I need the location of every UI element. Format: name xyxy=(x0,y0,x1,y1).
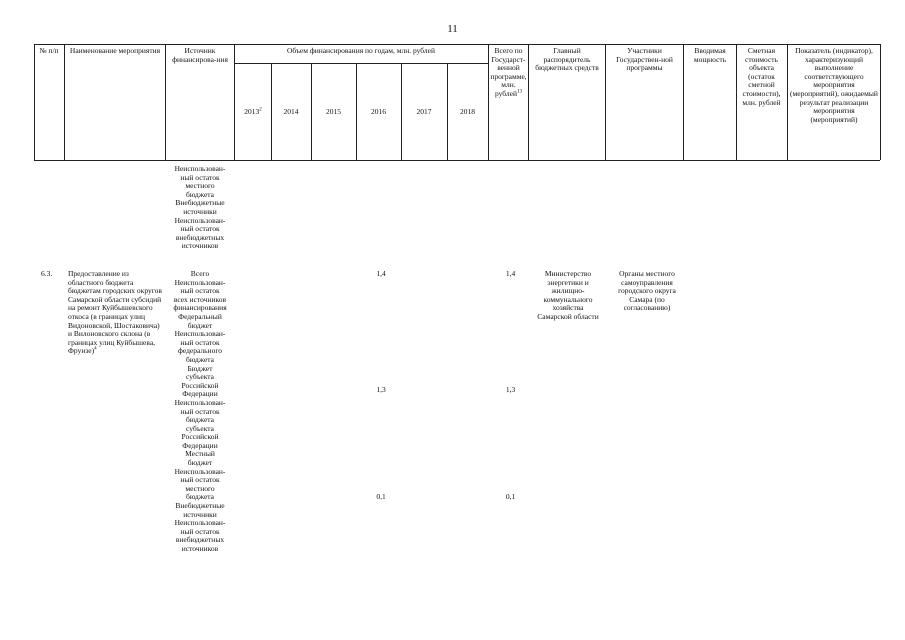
row-sources-list xyxy=(163,270,237,554)
header-cost: Сметная стоимость объекта (остаток сметной стоимости), млн. рублей xyxy=(742,46,781,107)
header-name: Наименование мероприятия xyxy=(69,46,161,55)
row-source-line: местного xyxy=(185,483,215,493)
header-year-2016: 2016 xyxy=(371,107,386,116)
header-bottom-border xyxy=(34,160,880,161)
row-source-line: финансирования xyxy=(173,303,227,313)
col-border-6 xyxy=(605,44,606,160)
row-source-line: Федерации xyxy=(182,440,218,450)
row-source-line: источников xyxy=(181,544,219,553)
row-source-line: бюджета xyxy=(186,415,214,425)
col-border-3 xyxy=(234,44,235,160)
row-source-line: Внебюджетные xyxy=(175,501,225,511)
col-border-10 xyxy=(880,44,881,160)
value-subject-total: 1,3 xyxy=(505,385,516,394)
row-source-line: ный остаток xyxy=(180,286,220,296)
row-source-line: Федерации xyxy=(182,389,218,399)
continued-source-line: Внебюджетные xyxy=(175,198,225,208)
header-year-2018: 2018 xyxy=(460,107,475,116)
row-source-line: субъекта xyxy=(186,423,214,433)
row-source-line: Неиспользован- xyxy=(174,466,226,476)
row-source-line: Местный xyxy=(185,449,215,459)
row-source-line: ный остаток xyxy=(180,526,220,536)
row-source-line: бюджет xyxy=(187,458,213,468)
row-source-line: Неиспользован- xyxy=(174,277,226,287)
header-year-2013: 2013$^2$ xyxy=(244,107,262,116)
col-border-2 xyxy=(165,44,166,160)
value-local-2016: 0,1 xyxy=(376,492,386,501)
continued-source-line: ный остаток xyxy=(180,224,220,234)
page-number: 11 xyxy=(447,23,458,35)
row-source-line: Федеральный xyxy=(178,311,222,321)
col-border-7 xyxy=(683,44,684,160)
header-number: № п/п xyxy=(39,46,59,55)
value-total-program: 1,4 xyxy=(505,269,516,278)
col-border-0 xyxy=(34,44,35,160)
continued-source-line: внебюджетных xyxy=(175,232,225,242)
header-year-2014: 2014 xyxy=(283,107,299,116)
value-total-2016: 1,4 xyxy=(376,269,386,278)
row-source-line: Российской xyxy=(181,380,219,390)
header-participants: Участники Государствен-ной программы xyxy=(616,46,673,73)
continued-source-line: источники xyxy=(183,206,217,216)
row-source-line: субъекта xyxy=(186,372,214,382)
row-main-manager: Министерство энергетики и жилищно-коммунального хозяйства Самарской области xyxy=(537,269,599,321)
continued-source-line: бюджета xyxy=(186,189,214,199)
row-source-line: Неиспользован- xyxy=(174,397,226,407)
row-source-line: Неиспользован- xyxy=(174,518,226,528)
continued-source-line: местного xyxy=(185,181,215,191)
col-border-9 xyxy=(787,44,788,160)
row-source-line: Российской xyxy=(181,432,219,442)
header-year-2017: 2017 xyxy=(416,107,432,116)
continued-source-line: ный остаток xyxy=(180,172,220,182)
row-source-line: ный остаток xyxy=(180,406,220,416)
row-source-line: бюджет xyxy=(187,320,213,330)
row-participants: Органы местного самоуправления городского округа Самара (по согласованию) xyxy=(618,269,676,313)
row-activity-name: Предоставление из областного бюджета бюджетам городских округов Самарской области субсидий на ремонт Куйбышевского откоса (в границах улиц Видоновской, Шостаковича) и Вилоновского склона (в границах улиц Куйбышева, Фрунзе)$^4$ xyxy=(68,269,162,356)
value-local-total: 0,1 xyxy=(505,492,516,501)
row-source-line: внебюджетных xyxy=(175,535,225,545)
header-top-border xyxy=(34,44,880,45)
header-year-2015: 2015 xyxy=(326,107,341,116)
continued-source-line: источников xyxy=(181,241,219,251)
row-source-line: всех источников xyxy=(173,294,227,304)
row-source-line: Всего xyxy=(190,269,210,278)
col-border-4 xyxy=(488,44,489,160)
header-capacity: Вводимая мощность xyxy=(693,46,727,64)
years-subheader-border xyxy=(234,63,488,64)
continued-source-line: Неиспользован- xyxy=(174,215,226,225)
header-indicator: Показатель (индикатор), характеризующий выполнение соответствующего мероприятия (мероприятий), ожидаемый результат реализации мероприятия (мероприятий) xyxy=(790,46,878,124)
row-source-line: Бюджет xyxy=(187,363,213,373)
header-volume: Объем финансирования по годам, млн. рублей xyxy=(286,46,436,55)
row-source-line: источники xyxy=(183,509,217,519)
continued-source-line: Неиспользован- xyxy=(174,164,226,173)
header-main-manager: Главный распорядитель бюджетных средств xyxy=(535,46,599,73)
row-source-line: ный остаток xyxy=(180,337,220,347)
col-border-1 xyxy=(64,44,65,160)
row-source-line: бюджета xyxy=(186,354,214,364)
row-source-line: Неиспользован- xyxy=(174,329,226,339)
col-border-5 xyxy=(528,44,529,160)
row-source-line: ный остаток xyxy=(180,475,220,485)
row-number: 6.3. xyxy=(41,269,53,278)
continued-sources-list xyxy=(163,165,237,251)
header-source: Источник финансирова-ния xyxy=(172,46,228,64)
row-source-line: федерального xyxy=(178,346,222,356)
value-subject-2016: 1,3 xyxy=(376,385,386,394)
header-total: Всего по Государст-венной программе, млн. рублей$^{13}$ xyxy=(490,46,527,98)
row-source-line: бюджета xyxy=(186,492,214,502)
